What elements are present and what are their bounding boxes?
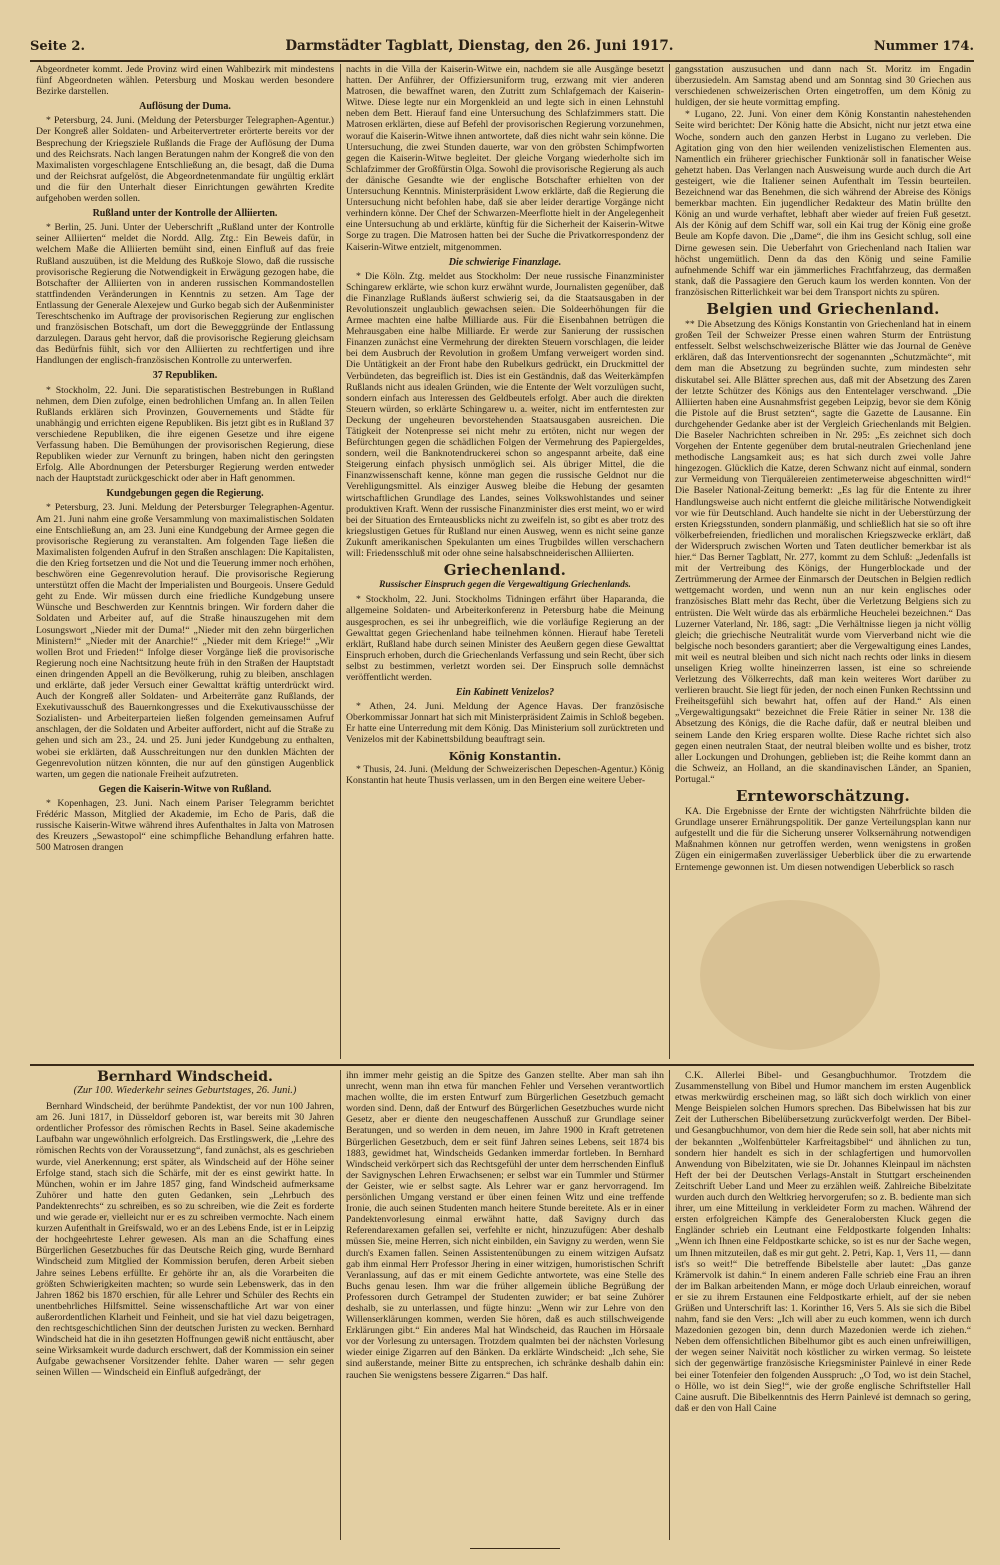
issue-number: Nummer 174.	[873, 39, 974, 54]
article-text: nachts in die Villa der Kaiserin-Witwe ein, nachdem sie alle Ausgänge besetzt hatten. Der Anführer, der Offiziersuniform trug, erzwang mit vier anderen Matrosen, die bewaffnet waren, den Zutritt zum Schlafgemach der Kaiserin-Witwe. Diese legte nur ein Morgenkleid an und legte sich in einen Lehnstuhl neben dem Bett. Hierauf fand eine Untersuchung des Schlafzimmers statt. Die Matrosen erklärten, diese auf Befehl der provisorischen Regierung vorzunehmen, worauf die Kaiserin-Witwe ihnen antwortete, daß dies nicht wahr sein könne. Die Untersuchung, die zwei Stunden dauerte, war von den gröbsten Schimpfworten gegen die Kaiserin-Witwe begleitet. Der gleiche Vorgang wiederholte sich im Schlafzimmer der Großfürstin Olga. Sowohl die provisorische Regierung als auch der dänische Gesandte wie der englische Botschafter erhielten von der Untersuchung Kenntnis. Ministerpräsident Lwow erklärte, daß die Regierung die Untersuchung nicht befohlen habe, daß sie aber leider derartige Vorgänge nicht verhindern könne. Der Chef der Schwarzen-Meerflotte hielt in der Angelegenheit eine Untersuchung ab und erklärte, künftig für die Sicherheit der Kaiserin-Witwe Sorge zu tragen. Die Matrosen hatten bei der Suche die Privatkorrespondenz der Kaiserin-Witwe entzielt, mitgenommen.	[346, 64, 664, 253]
article-heading: 37 Republiken.	[152, 370, 218, 382]
article-text: * Athen, 24. Juni. Meldung der Agence Havas. Der französische Oberkommissar Jonnart hat sich mit Ministerpräsident Zaimis in Schloß begeben. Er hatte eine Unterredung mit dem König. Das Ministerium soll zurücktreten und Venizelos mit der Kabinettsbildung beauftragt sein.	[346, 701, 664, 746]
column-divider	[340, 1070, 341, 1540]
column-1	[36, 64, 334, 1060]
article-text: * Petersburg, 23. Juni. Meldung der Petersburger Telegraphen-Agentur. Am 21. Juni nahm eine große Versammlung von maximalistischen Soldaten eine Entschließung an, am 23. Juni eine Kundgebung der Armee gegen die provisorische Regierung zu veranstalten. Am folgenden Tage ließen die Maximalisten folgenden Aufruf in den Straßen anschlagen: Die Kapitalisten, die den Krieg fortsetzen und die Not und die Teuerung immer noch erhöhen, beschwören eine Gegenrevolution herauf. Die provisorische Regierung unterstützt offen die Macht der Imperialisten und Bourgeois. Unsere Geduld geht zu Ende. Wir müssen durch eine friedliche Kundgebung unsere Wünsche und Beschwerden zur Kenntnis bringen. Wir fordern daher die Soldaten und Arbeiter auf, auf die Straße hinauszugehen mit dem Losungswort „Nieder mit der Duma!“ „Nieder mit den zehn bürgerlichen Ministern!“ „Nieder mit der Anarchie!“ „Nieder mit dem Kriege!“ „Wir wollen Brot und Frieden!“ Infolge dieser Vorgänge ließ die provisorische Regierung noch eine Nachtsitzung heute früh in den Straßen der Hauptstadt einen dringenden Appell an die Bevölkerung, ruhig zu bleiben, anschlagen und erklärte, daß jeder Versuch einer Gewalttat kräftig unterdrückt wird. Auch der Kongreß aller Soldaten- und Arbeiterräte ganz Rußlands, der Exekutivausschuß des Bauernkongresses und die Exekutivausschüsse der Sozialisten- und Arbeiterparteien ließen folgenden gemeinsamen Aufruf anschlagen, der die Soldaten und Arbeiter auffordert, nicht auf die Straße zu gehen und sich am 23., 24. und 25. Juni jeder Kundgebung zu enthalten, wobei sie erklärten, daß Ausschreitungen nur den dunklen Mächten der Gegenrevolution nützen könnten, die nur auf den günstigen Augenblick warten, um gegen die nationale Freiheit aufzutreten.	[36, 502, 334, 780]
article-text: Bernhard Windscheid, der berühmte Pandektist, der vor nun 100 Jahren, am 26. Juni 1817, in Düsseldorf geboren ist, war bereits mit 30 Jahren ordentlicher Professor des römischen Rechts in Basel. Seine akademische Laufbahn war ungewöhnlich erfolgreich. Das Erstlingswerk, die „Lehre des römischen Rechts von der Voraussetzung“, fand zunächst, als es geschrieben wurde, viel Anerkennung; erst später, als Windscheid auf der Höhe seiner Erfolge stand, stach sich die Schärfe, mit der es einst gewirkt hatte. In München, wohin er im Jahre 1857 ging, fand Windscheid aufmerksame Zuhörer und hatte den guten Gedanken, sein „Lehrbuch des Pandektenrechts“ zu schreiben, es so zu schreiben, wie die Zeit es forderte und wie gerade er, vielleicht nur er es zu schreiben vermochte. Nach einem kurzen Aufenthalt in Greifswald, wo er an des Lebens Ende, ist er in Leipzig der hochgeehrteste Lehrer gewesen. Als man an die Schaffung eines Bürgerlichen Gesetzbuches für das Deutsche Reich ging, wurde Bernhard Windscheid zum Mitglied der Kommission berufen, deren Arbeit sieben Jahre seines Lebens erfüllte. Er gehörte ihr an, als die Vorarbeiten die größten Schwierigkeiten machten; so wurde sein Lebenswerk, das in den Jahren 1862 bis 1870 erschien, für alle Lehrer und Schüler des Rechts ein unentbehrliches Hilfsmittel. Seine wissenschaftliche Art war von einer außerordentlichen Klarheit und Feinheit, und sie hat viel dazu beigetragen, den rechtsgeschichtlichen Sinn der deutschen Juristen zu wecken. Bernhard Windscheid hat die in ihn gesetzten Hoffnungen gewiß nicht enttäuscht, aber seine Wirksamkeit wurde dadurch erschwert, daß der Kommission ein seiner Aufgabe gewachsener Vorsitzender fehlte. Daher waren — sehr gegen seinen Willen — Windscheid ein Einfluß aufgedrängt, der	[36, 1101, 334, 1379]
feuilleton-column-1	[36, 1070, 334, 1540]
article-text: KA. Die Ergebnisse der Ernte der wichtigsten Nährfrüchte bilden die Grundlage unserer Ernährungspolitik. Der ganze Verteilungsplan kann nur aufgestellt und die für die Sicherung unserer Volksernährung notwendigen Maßnahmen können nur getroffen werden, wenn wenigstens in großen Zügen ein einigermaßen zuverlässiger Ueberblick über die zu erwartende Erntemenge gewonnen ist. Um diesen notwendigen Ueberblick so rasch	[675, 806, 971, 873]
article-heading: Kundgebungen gegen die Regierung.	[106, 488, 264, 500]
column-divider	[669, 64, 670, 1059]
article-text: * Petersburg, 24. Juni. (Meldung der Petersburger Telegraphen-Agentur.) Der Kongreß aller Soldaten- und Arbeitervertreter erörterte bereits vor der Besprechung der Kriegsziele Rußlands die Frage der Auflösung der Duma und des Reichsrats. Nach langen Beratungen nahm der Kongreß die von den Maximalisten vorgeschlagene Entschließung an, die besagt, daß die Duma und der Reichsrat aufgelöst, die Abgeordnetenmandate für ungültig erklärt und die für den Unterhalt dieser Einrichtungen gewährten Kredite aufgehoben werden sollen.	[36, 115, 334, 205]
column-3	[675, 64, 971, 1060]
column-divider	[669, 1070, 670, 1540]
article-text: * Stockholm, 22. Juni. Die separatistischen Bestrebungen in Rußland nehmen, dem Dien zufolge, einen bedrohlichen Umfang an. In allen Teilen Rußlands erklären sich Provinzen, Gouvernements und Städte für unabhängig und errichten eigene Republiken. Bis jetzt gibt es in Rußland 37 verschiedene Republiken, die ihre eigenen Gesetze und ihre eigene Verfassung haben. Die Bemühungen der provisorischen Regierung, diese Republiken wieder zur Vernunft zu bringen, haben nicht den geringsten Erfolg. Alle Abordnungen der Petersburger Regierung werden entweder nach der Hauptstadt zurückgeschickt oder aber in Haft genommen.	[36, 384, 334, 485]
section-heading-greece: Griechenland.	[443, 561, 567, 580]
article-text: * Stockholm, 22. Juni. Stockholms Tidningen erfährt über Haparanda, die allgemeine Soldaten- und Arbeiterkonferenz in Petersburg habe die Meinung ausgesprochen, es sei ihr unbegreiflich, wie die vorläufige Regierung an der Gewalttat gegen Griechenland habe teilnehmen können. Hierauf habe Tereteli erklärt, Rußland habe durch seinen Minister des Aeußern gegen diese Gewalttat Einspruch erhoben, durch die Griechenlands Verfassung und sein Recht, über sich selbst zu bestimmen, verletzt worden sei. Der Einspruch solle demnächst veröffentlicht werden.	[346, 594, 664, 683]
end-rule	[470, 1548, 560, 1549]
newspaper-title-date: Darmstädter Tagblatt, Dienstag, den 26. Juni 1917.	[285, 38, 674, 54]
article-text: ihn immer mehr geistig an die Spitze des Ganzen stellte. Aber man sah ihn unrecht, wenn man ihn etwa für manchen Fehler und Versehen verantwortlich machen wollte, die im ersten Entwurf zum Bürgerlichen Gesetzbuch gemacht worden sind. Denn, daß der Entwurf des Bürgerlichen Gesetzbuches wurde nicht Gesetz, aber er diente den neugeschaffenen Ausschuß zur Grundlage seiner Beratungen, und so werden in dem neuen, im Jahre 1900 in Kraft getretenen Bürgerlichen Gesetzbuch, dem er seit fünf Jahren seines Lebens, seit 1874 bis 1883, gewidmet hat, Windscheids Gedanken immerdar fortleben. In Bernhard Windscheid verkörpert sich das Rechtsgefühl der unter dem herrschenden Einfluß der Savignyschen Lehren Erwachsenen; er selbst war ein Tummler und Stürmer der Geister, wie er selbst sagte. Als Lehrer war er ganz hervorragend. Im persönlichen Umgang verstand er über einen feinen Witz und eine treffende Ironie, die auch seinen Studenten manch heitere Stunde bereitete. Als er in einer Pandektenvorlesung einmal erwähnt hatte, daß Savigny durch das Referendarexamen gefallen sei, verfehlte er nicht, hinzuzufügen: Aber deshalb müssen Sie, meine Herren, sich nicht einbilden, ein Savigny zu werden, wenn Sie durch's Examen fallen. Seinen Assistentenübungen zu einem witzigen Aufsatz gab ihm einmal Herr Professor Jhering in einer witzigen, humoristischen Schrift Veranlassung, auf das er mit einem Gedichte antwortete, was eine Stelle des Buchs genau lesen. Ihm war die früher allgemein übliche Begrüßung der Professoren durch Getrampel der Studenten zuwider; er bat seine Zuhörer deshalb, sie zu unterlassen, und fügte hinzu: „Wenn wir zur Lehre von den Willenserklärungen kommen, werden Sie hören, daß es auch stillschweigende Erklärungen gibt.“ Ein anderes Mal hat Windscheid, das Rauchen im Hörsaale vor der Vorlesung zu untersagen. Trotzdem qualmten bei der nächsten Vorlesung wieder einige Zigarren auf den Bänken. Da erklärte Windscheid: „Ich sehe, Sie sind außerstande, meiner Bitte zu entsprechen, ich schränke deshalb dahin ein: rauchen Sie wenigstens bessere Zigarren.“ Das half.	[346, 1070, 664, 1381]
article-text: * Thusis, 24. Juni. (Meldung der Schweizerischen Depeschen-Agentur.) König Konstantin hat heute Thusis verlassen, um in den Bergen eine weitere Ueber-	[346, 763, 664, 786]
article-text: * Kopenhagen, 23. Juni. Nach einem Pariser Telegramm berichtet Frédéric Masson, Mitglied der Akademie, im Echo de Paris, daß die russische Kaiserin-Witwe während ihres Aufenthaltes in Jalta von Matrosen des Kreuzers „Sewastopol“ eine schimpfliche Behandlung erfahren hatte. 500 Matrosen drangen	[36, 797, 334, 854]
article-text: * Berlin, 25. Juni. Unter der Ueberschrift „Rußland unter der Kontrolle seiner Alliierten“ meldet die Nordd. Allg. Ztg.: Ein Beweis dafür, in welchem Maße die Alliierten bemüht sind, einen Einfluß auf das freie Rußland auszuüben, ist die Meldung des Rußkoje Slowo, daß die russische provisorische Regierung die Notwendigkeit in Erwägung gezogen habe, die Botschafter der Alliierten von in anderen russischen Kommandostellen stattfindenden Veränderungen in Kenntnis zu setzen. Am Tage der Entlassung der Generale Alexejew und Gurko begab sich der Außenminister Tereschtschenko im Auftrage der provisorischen Regierung zur englischen und französischen Botschaft, um dort die Bewegggründe der Entlassung darzulegen. Daraus geht hervor, daß die provisorische Regierung gleichsam das Bedürfnis fühlt, sich vor den Alliierten zu rechtfertigen und ihre Handlungen der englisch-französischen Kontrolle zu unterwerfen.	[36, 222, 334, 367]
article-heading: Gegen die Kaiserin-Witwe von Rußland.	[98, 783, 272, 795]
article-text: gangsstation auszusuchen und dann nach St. Moritz im Engadin überzusiedeln. Am Samstag abend und am Sonntag sind 30 Griechen aus verschiedenen schweizerischen Orten eingetroffen, um dem König zu huldigen, der sie heute vormittag empfing.	[675, 64, 971, 109]
feuilleton-subtitle: (Zur 100. Wiederkehr seines Geburtstages, 26. Juni.)	[73, 1085, 297, 1097]
section-heading-belgium-greece: Belgien und Griechenland.	[706, 299, 940, 318]
feuilleton-column-3	[675, 1070, 971, 1540]
feuilleton-title: Bernhard Windscheid.	[97, 1070, 273, 1085]
page-number: Seite 2.	[30, 39, 85, 54]
column-2	[346, 64, 664, 1060]
article-heading: Ein Kabinett Venizelos?	[455, 687, 555, 699]
article-text: ** Die Absetzung des Königs Konstantin von Griechenland hat in einem großen Teil der Schweizer Presse einen wahren Sturm der Entrüstung entfesselt. Selbst welschschweizerische Blätter wie das Journal de Genève erklären, daß das Interventionsrecht der sogenannten „Schutzmächte“, mit dem man die Absetzung zu begründen suchte, zum mindesten sehr diskutabel sei. Alle Blätter sprechen aus, daß mit der Absetzung des Zaren der letzte Schützer des Königs aus den Ententelager verschwand. „Die Alliierten haben eine Ausnahmsfrist gegeben Leipzig, bevor sie dem König die Pistole auf die Brust setzten“, sagte die Gazette de Lausanne. Ein durchgehender Gedanke aber ist der Vergleich Griechenlands mit Belgien. Die Baseler Nachrichten schreiben in Nr. 295: „Es zeichnet sich doch Vorgehen der Entente gegenüber dem brutal-neutralen Griechenland jene methodische Langsamkeit aus; es hat sich durch zwei volle Jahre hingezogen. Glücklich die Katze, deren Schwanz nicht auf einmal, sondern zur Vermeidung von Tierquälereien zentimeterweise abgeschnitten wird!“ Die Baseler National-Zeitung bemerkt: „Es lag für die Entente zu ihrer Handlungsweise auch nicht entfernt die gleiche militärische Notwendigkeit vor wie für Deutschland. Auch handelte sie nicht in der Ueberstürzung der ersten Kriegsstunden, sondern planmäßig, und schließlich hat sie so oft ihre völkerbefreienden, friedlichen und moralischen Kriegszwecke erklärt, daß der Widerspruch zwischen Worten und Taten deutlicher bemerkbar ist als hier.“ Das Berner Tagblatt, Nr. 277, kommt zu dem Schluß: „Jedenfalls ist mit der Vertreibung des Königs, der Hungerblockade und der Zertrümmerung der Armee der Einmarsch der Deutschen in Belgien redlich wettgemacht worden, und wenn nun an nur kein englisches oder französisches Blatt mehr das Recht, über die Verletzung Belgiens sich zu entrüsten. Die Welt würde das als erbärmliche Heuchelei bezeichnen.“ Das Luzerner Vaterland, Nr. 186, sagt: „Die Verhältnisse liegen ja nicht völlig gleich; die griechische Neutralität wurde vom Vierverband nicht wie die belgische noch besonders garantiert; aber die Vergewaltigung eines Landes, mit weil es neutral bleiben und sich nicht nach rechts oder links in diesem unseligen Krieg wollte hineinzerren lassen, ist eine so schreiende Verletzung des Völkerrechts, daß man kein weiteres Wort darüber zu verlieren braucht. Sie liegt für jeden, der noch einen Funken Rechtssinn und Freiheitsgefühl sich bewahrt hat, offen auf der Hand.“ Als einen „Vergewaltigungsakt“ bezeichnet die Freie Rätier in seiner Nr. 138 die Absetzung des Königs, die die Rache dafür, daß er neutral bleiben und seinem Lande den Krieg ersparen wollte. Diese Rache richtet sich also gegen einen neutralen Staat, der neutral bleiben wollte und es bisher, trotz aller Lockungen und Drohungen, geblieben ist; die Reihe kommt dann an die Schweiz, an Holland, an die skandinavischen Länder, an Spanien, Portugal.“	[675, 319, 971, 785]
article-subheading: Russischer Einspruch gegen die Vergewaltigung Griechenlands.	[379, 580, 631, 591]
article-text: * Lugano, 22. Juni. Von einer dem König Konstantin nahestehenden Seite wird berichtet: Der König hatte die Absicht, nicht nur jetzt etwa eine Woche, sondern auch den ganzen Herbst in Lugano zu verleben. Die Agitation ging von den hier weilenden venizelistischen Elementen aus. Namentlich ein früherer griechischer Funktionär soll in fanatischer Weise gehetzt haben. Das Verlangen nach Ausweisung wurde auch durch die Art gesteigert, wie die Italiener seinen Aufenthalt im Tessin beurteilen. Bezeichnend war das Benehmen, die sich während der Abreise des Königs bemerkbar machten. Ein jugendlicher Redakteur des Matin brüllte den König an und wurde verhaftet, lebhaft aber wieder auf freien Fuß gesetzt. Als der König auf dem Schiff war, soll ein Kai trug der König eine große Beule am Kopfe davon. Die „Dame“, die ihm ins Gesicht schlug, soll eine Dirne gewesen sein. Die Ueberfahrt von Griechenland nach Italien war höchst ungemütlich. Denn da das den König und seine Familie aufnehmende Schiff war ein jämmerliches Frachtfahrzeug, das dermaßen stank, daß die Passagiere den Geruch kaum los werden konnten. Von der französischen Ritterlichkeit war bei dem Transport nichts zu spüren.	[675, 109, 971, 298]
article-heading: Die schwierige Finanzlage.	[448, 256, 562, 268]
feuilleton-column-2	[346, 1070, 664, 1540]
section-heading-harvest: Ernteworschätzung.	[735, 787, 911, 805]
article-text: C.K. Allerlei Bibel- und Gesangbuchhumor. Trotzdem die Zusammenstellung von Bibel und Humor manchem im ersten Augenblick etwas merkwürdig erscheinen mag, so läßt sich doch wirklich von einer Menge Beispielen solchen Humors sprechen. Das Bibelwissen hat bis zur Zeit der Lutherschen Bibelübersetzung zurückverfolgt werden. Der Bibel- und Gesangbuchhumor, von dem hier die Rede sein soll, hat aber nichts mit der bekannten „Wolfenbütteler Karfreitagsbibel“ und ähnlichen zu tun, sondern hier handelt es sich in der schlagfertigen und humorvollen Anwendung von Bibelzitaten, wie sie Dr. Johannes Kleinpaul im nächsten Heft der bei der Deutschen Verlags-Anstalt in Stuttgart erscheinenden Zeitschrift Ueber Land und Meer zu erzählen weiß. Zahlreiche Bibelzitate wurden auch durch den Weltkrieg hervorgerufen; so z. B. bediente man sich ihrer, um eine Mitteilung in verkleideter Form zu machen. Während der ersten erfolgreichen Kämpfe des Generalobersten Kluck gegen die Engländer schrieb ein Leutnant eine Feldpostkarte folgenden Inhalts: „Wenn ich Ihnen eine Feldpostkarte schicke, so ist es nur der Sache wegen, um Ihnen mitzuteilen, daß es mir gut geht. 2. Petri, Kap. 1, Vers 11, — dann ist's so weit!“ Die betreffende Bibelstelle aber lautet: „Das ganze Krämervolk ist dahin.“ In einem anderen Falle schrieb eine Frau an ihren der im Balkan arbeitenden Mann, er möge doch Urlaub einreichen, worauf er sie zu ihrem Erstaunen eine Feldpostkarte erhielt, auf der sie neben Grüßen und Unterschrift las: 1. Korinther 16, Vers 5. Als sie sich die Bibel nahm, fand sie den Vers: „Ich will aber zu euch kommen, wenn ich durch Mazedonien gezogen bin, denn durch Mazedonien werde ich ziehen.“ Neben dem offensichtlichen Bibelhumor gibt es auch einen unfreiwilligen, der wegen seiner Naivität noch köstlicher zu wirken vermag. So leistete sich der gegenwärtige französische Kriegsminister Painlevé in einer Rede bei einer Totenfeier den folgenden Ausspruch: „O Tod, wo ist dein Stachel, o Hölle, wo ist dein Sieg!“, wie der große englische Schriftsteller Hall Caine ausruft. Die Bibelkenntnis des Herrn Painlevé ist demnach so gering, daß er den von Hall Caine	[675, 1070, 971, 1414]
column-divider	[340, 64, 341, 1059]
article-text: * Die Köln. Ztg. meldet aus Stockholm: Der neue russische Finanzminister Schingarew erklärte, wie schon kurz erwähnt wurde, Journalisten gegenüber, daß die Finanzlage Rußlands äußerst schwierig sei, da die Staatsausgaben in der Revolutionszeit unglaublich gewachsen seien. Die Soldeerhöhungen für die Armee machten eine halbe Milliarde aus. Für die Eisenbahnen betrügen die Mehrausgaben eine halbe Milliarde. Er werde zur Sanierung der russischen Finanzen zunächst eine Vermehrung der direkten Steuern vorschlagen, die leider bei dem Ausbruch der Revolution in großem Umfang verweigert worden sind. Die Untätigkeit an der Front habe den Rubelkurs gedrückt, ein Druckmittel der Verbündeten, das begreiflich ist. Dies ist ein Geständnis, daß das Weiterkämpfen Rußlands nicht aus idealen Gründen, wie die Entente der Welt vorzulügen sucht, sondern einfach aus Interessen des Geldbeutels erfolgt. Aber auch die direkten Steuern würden, so erklärte Schingarew u. a. weiter, nicht im entferntesten zur Deckung der ungeheuren bevorstehenden Staatsausgaben ausreichen. Die Tätigkeit der Notenpresse sei nicht mehr zu ertöten, nicht nur wegen der Befürchtungen gegen die schädlichen Folgen der Vermehrung des Papiergeldes, sondern, weil die Banknotendruckerei schon so angespannt arbeite, daß eine Steigerung einfach physisch unmöglich sei. Als übriger Mittel, die die Finanzwissenschaft kenne, könne man gegen die russische Geldnot nur die Verehligungsmittel. Als einziger Ausweg bleibe die Hebung der gesamten wirtschaftlichen Grundlage des Landes, seines Volkswohlstandes und seiner produktiven Kraft. Wenn der russische Finanzminister dies erst meint, wo er wird bei der Situation des Ernteausblicks nicht zu zweifeln ist, so gibt es aber trotz des kriegslustigen Getues für Rußland nur einen Ausweg, wenn es nicht seine ganze Zukunft amerikanischen Spekulanten um eines Trugbildes willen verschachern will: Friedensschluß mit oder ohne seine halsabschneiderischen Alliierten.	[346, 270, 664, 560]
feuilleton-divider	[30, 1064, 974, 1066]
masthead	[30, 38, 974, 62]
article-text: Abgeordneter kommt. Jede Provinz wird einen Wahlbezirk mit mindestens fünf Abgeordneten wählen. Petersburg und Moskau werden besondere Bezirke darstellen.	[36, 64, 334, 98]
article-heading: König Konstantin.	[448, 749, 562, 763]
article-heading: Auflösung der Duma.	[139, 101, 231, 113]
article-heading: Rußland unter der Kontrolle der Alliierten.	[92, 208, 278, 220]
